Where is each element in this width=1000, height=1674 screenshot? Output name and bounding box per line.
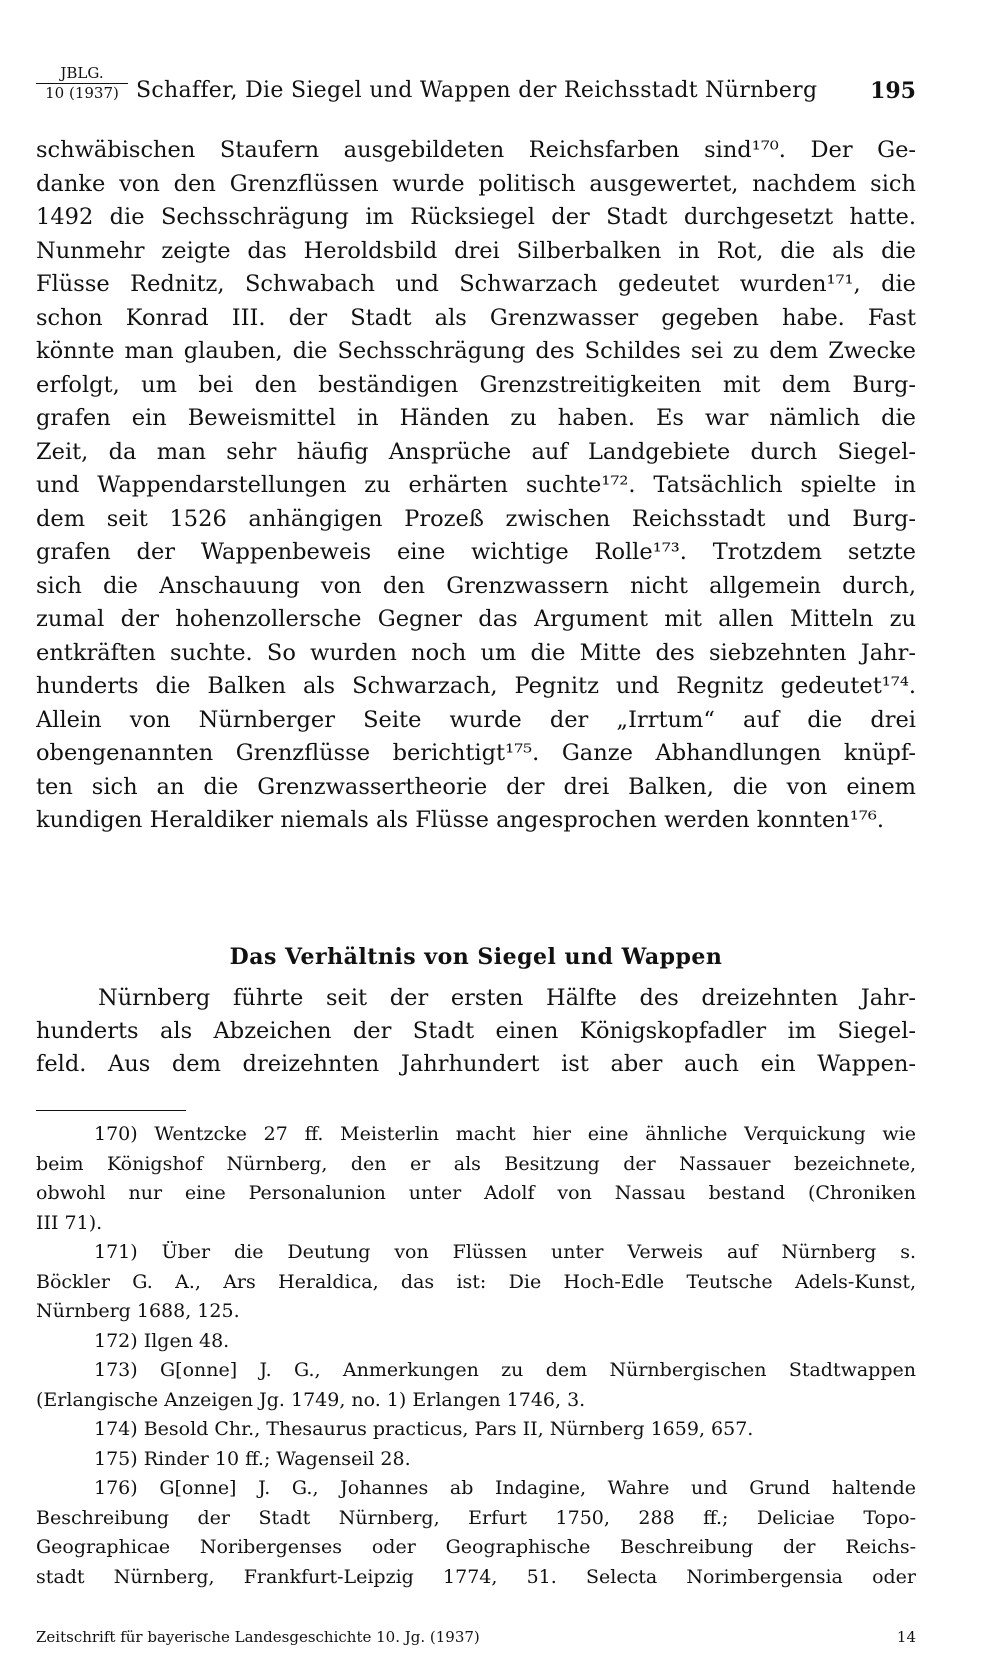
text-line: Zeit, da man sehr häufig Ansprüche auf Landgebiete durch Siegel- — [36, 438, 916, 465]
footnote-line: Nürnberg 1688, 125. — [36, 1300, 240, 1322]
running-title: Schaffer, Die Siegel und Wappen der Reichsstadt Nürnberg — [136, 78, 818, 103]
footnote-175: 175) Rinder 10 ff.; Wagenseil 28. — [94, 1447, 411, 1470]
text-line: ten sich an die Grenzwassertheorie der drei Balken, die von einem — [36, 773, 916, 800]
journal-reference — [36, 64, 128, 102]
footnote-line: (Erlangische Anzeigen Jg. 1749, no. 1) Erlangen 1746, 3. — [36, 1388, 586, 1411]
text-line: könnte man glauben, die Sechsschrägung des Schildes sei zu dem Zwecke — [36, 338, 916, 364]
footnote-line: obwohl nur eine Personalunion unter Adolf von Nassau bestand (Chroniken — [36, 1182, 916, 1204]
footnotes — [36, 1120, 916, 1592]
footer-signature: 14 — [896, 1628, 916, 1646]
text-line: Allein von Nürnberger Seite wurde der „Irrtum“ auf die drei — [36, 706, 916, 733]
main-paragraph — [36, 134, 916, 838]
footnote-176: 176) G[onne] J. G., Johannes ab Indagine, Wahre und Grund haltende — [94, 1477, 916, 1499]
text-line: hunderts die Balken als Schwarzach, Pegnitz und Regnitz gedeutet¹⁷⁴. — [36, 673, 916, 699]
text-line: erfolgt, um bei den beständigen Grenzstreitigkeiten mit dem Burg- — [36, 371, 916, 398]
text-line: 1492 die Sechsschrägung im Rücksiegel der Stadt durchgesetzt hatte. — [36, 204, 916, 230]
footnote-line: stadt Nürnberg, Frankfurt-Leipzig 1774, 51. Selecta Norimbergensia oder — [36, 1565, 916, 1588]
footnote-170: 170) Wentzcke 27 ff. Meisterlin macht hier eine ähnliche Verquickung wie — [94, 1123, 916, 1145]
text-line: entkräften suchte. So wurden noch um die Mitte des siebzehnten Jahr- — [36, 639, 916, 666]
page-number: 195 — [870, 78, 916, 104]
text-line: schwäbischen Staufern ausgebildeten Reichsfarben sind¹⁷⁰. Der Ge- — [36, 137, 916, 163]
footnote-line: III 71). — [36, 1211, 103, 1234]
footnote-171: 171) Über die Deutung von Flüssen unter Verweis auf Nürnberg s. — [94, 1241, 916, 1263]
page-footer — [36, 1628, 916, 1652]
text-line: hunderts als Abzeichen der Stadt einen Königskopfadler im Siegel- — [36, 1018, 916, 1044]
text-line: feld. Aus dem dreizehnten Jahrhundert ist aber auch ein Wappen- — [36, 1051, 916, 1077]
running-header — [36, 64, 916, 116]
text-line: Nunmehr zeigte das Heroldsbild drei Silberbalken in Rot, die als die — [36, 237, 916, 264]
text-line: obengenannten Grenzflüsse berichtigt¹⁷⁵. Ganze Abhandlungen knüpf- — [36, 740, 916, 766]
footnote-line: Böckler G. A., Ars Heraldica, das ist: Die Hoch-Edle Teutsche Adels-Kunst, — [36, 1270, 916, 1293]
journal-abbrev: JBLG. — [36, 64, 128, 84]
text-line: grafen ein Beweismittel in Händen zu haben. Es war nämlich die — [36, 405, 916, 431]
text-line: Nürnberg führte seit der ersten Hälfte des dreizehnten Jahr- — [98, 985, 916, 1011]
text-line: danke von den Grenzflüssen wurde politisch ausgewertet, nachdem sich — [36, 170, 916, 197]
section-paragraph — [36, 982, 916, 1081]
text-line: schon Konrad III. der Stadt als Grenzwasser gegeben habe. Fast — [36, 304, 916, 331]
footnote-172: 172) Ilgen 48. — [94, 1329, 230, 1352]
section-heading: Das Verhältnis von Siegel und Wappen — [229, 944, 723, 970]
text-line: grafen der Wappenbeweis eine wichtige Rolle¹⁷³. Trotzdem setzte — [36, 539, 916, 565]
footnote-divider — [36, 1110, 186, 1111]
footnote-line: beim Königshof Nürnberg, den er als Besitzung der Nassauer bezeichnete, — [36, 1152, 916, 1175]
text-line: und Wappendarstellungen zu erhärten suchte¹⁷². Tatsächlich spielte in — [36, 472, 916, 498]
text-line: zumal der hohenzollersche Gegner das Argument mit allen Mitteln zu — [36, 606, 916, 632]
footnote-line: Beschreibung der Stadt Nürnberg, Erfurt 1750, 288 ff.; Deliciae Topo- — [36, 1506, 916, 1529]
text-line: Flüsse Rednitz, Schwabach und Schwarzach gedeutet wurden¹⁷¹, die — [36, 271, 916, 297]
footnote-173: 173) G[onne] J. G., Anmerkungen zu dem Nürnbergischen Stadtwappen — [94, 1359, 916, 1381]
text-line: sich die Anschauung von den Grenzwassern nicht allgemein durch, — [36, 572, 916, 599]
footnote-174: 174) Besold Chr., Thesaurus practicus, Pars II, Nürnberg 1659, 657. — [94, 1418, 754, 1440]
text-line: kundigen Heraldiker niemals als Flüsse angesprochen werden konnten¹⁷⁶. — [36, 807, 884, 833]
footnote-line: Geographicae Noribergenses oder Geographische Beschreibung der Reichs- — [36, 1536, 916, 1558]
volume-year: 10 (1937) — [45, 84, 119, 102]
text-line: dem seit 1526 anhängigen Prozeß zwischen Reichsstadt und Burg- — [36, 505, 916, 532]
footer-journal: Zeitschrift für bayerische Landesgeschichte 10. Jg. (1937) — [36, 1628, 480, 1646]
